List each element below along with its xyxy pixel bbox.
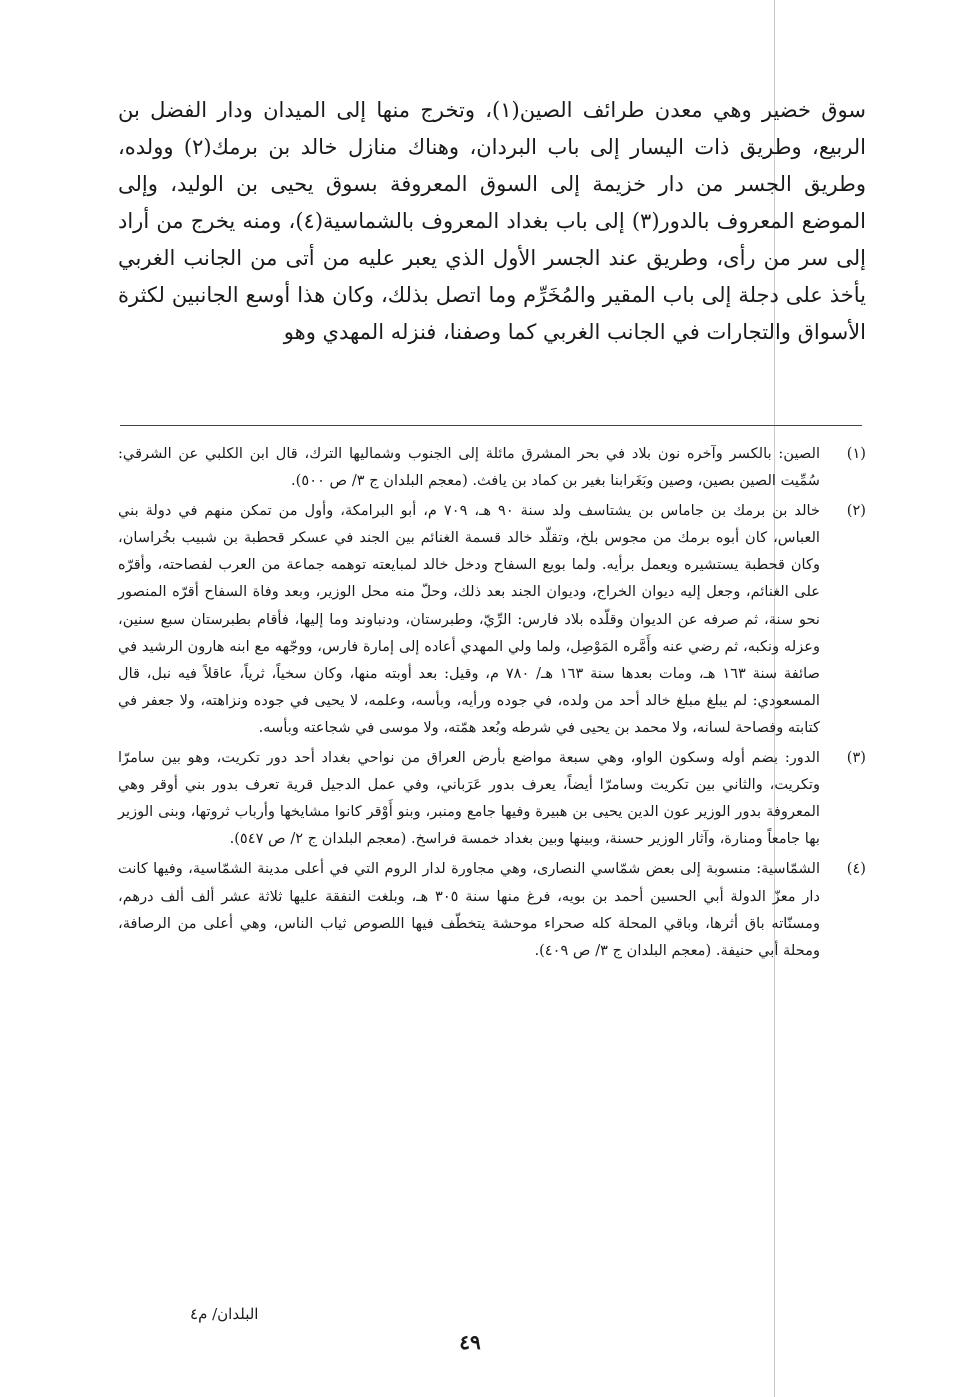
footnote-number: (٢) (846, 502, 866, 520)
footnote-number: (١) (846, 445, 866, 462)
footnote-2 (118, 497, 866, 741)
footnote-number: (٤) (846, 860, 866, 878)
footnote-4 (118, 855, 866, 963)
footnote-separator (120, 425, 862, 426)
footnote-number: (٣) (846, 749, 866, 767)
footnote-1 (118, 440, 866, 494)
footnote-3 (118, 744, 866, 852)
footnote-text: الدور: بضم أوله وسكون الواو، وهي سبعة مواضع بأرض العراق من نواحي بغداد أحد دور تكريت، وهو بين سامرّا وتكريت، والثاني بين تكريت وسامرّا أيضاً، يعرف بدور عَرَباني، وفي عمل الدجيل قرية تعرف بدور بني أوقر وهي المعروفة بدور الوزير عون الدين يحيى بن هبيرة وفيها جامع ومنبر، وبنو أَوْقر كانوا مشايخها وأرباب ثروتها، وبنى الوزير بها جامعاً ومنارة، وآثار الوزير حسنة، وبينها وبين بغداد خمسة فراسخ. (معجم البلدان ج ٢/ ص ٥٤٧). (118, 749, 820, 848)
main-paragraph: سوق خضير وهي معدن طرائف الصين(١)، وتخرج منها إلى الميدان ودار الفضل بن الربيع، وطريق ذات اليسار إلى باب البردان، وهناك منازل خالد بن برمك(٢) وولده، وطريق الجسر من دار خزيمة إلى السوق المعروفة بسوق يحيى بن الوليد، وإلى الموضع المعروف بالدور(٣) إلى باب بغداد المعروف بالشماسية(٤)، ومنه يخرج من أراد إلى سر من رأى، وطريق عند الجسر الأول الذي يعبر عليه من أتى من الجانب الغربي يأخذ على دجلة إلى باب المقير والمُخَرِّم وما اتصل بذلك، وكان هذا أوسع الجانبين لكثرة الأسواق والتجارات في الجانب الغربي كما وصفنا، فنزله المهدي وهو (118, 98, 867, 344)
main-text (118, 92, 866, 351)
footnote-text: الصين: بالكسر وآخره نون بلاد في بحر المشرق مائلة إلى الجنوب وشماليها الترك، قال ابن الكلبي عن الشرقي: سُمِّيت الصين بصين، وصين وبَغَرابنا بغير بن كماد بن يافث. (معجم البلدان ج ٣/ ص ٥٠٠). (118, 445, 820, 490)
footnotes (118, 440, 866, 967)
footnote-text: خالد بن برمك بن جاماس بن يشتاسف ولد سنة ٩٠ هـ، ٧٠٩ م، أبو البرامكة، وأول من تمكن منهم في دولة بني العباس، كان أبوه برمك من مجوس بلخ، وتقلّد خالد قسمة الغنائم بين الجند في عسكر قحطبة بن شبيب بخُراسان، وكان قحطبة يستشيره ويعمل برأيه. ولما بويع السفاح ودخل خالد لمبايعته توهمه جماعة من العرب لفصاحته، وأقرّه على الغنائم، وجعل إليه ديوان الخراج، وديوان الجند بعد ذلك، وحلّ منه محل الوزير، وبعد وفاة السفاح أقرّه المنصور نحو سنة، ثم صرفه عن الديوان وقلّده بلاد فارس: الرِّيّ، وطبرستان، ودنباوند وما إليها، فأقام بطبرستان سبع سنين، وعزله ونكبه، ثم رضي عنه وأَمَّره المَوْصِل، ولما ولي المهدي أعاده إلى إمارة فارس، ووجّهه مع ابنه هارون الرشيد في صائفة سنة ١٦٣ هـ، ومات بعدها سنة ١٦٣ هـ/ ٧٨٠ م، وقيل: بعد أوبته منها، وكان سخياً، ثرياً، عاقلاً فيه نبل، قال المسعودي: لم يبلغ مبلغ خالد أحد من ولده، في جوده ورأيه، وبأسه، وعلمه، لا يحيى في جوده ونزاهته، ولا جعفر في كتابته وفصاحة لسانه، ولا محمد بن يحيى في شرطه وبُعد همّته، ولا موسى في شجاعته وبأسه. (118, 502, 821, 736)
footnote-text: الشمّاسية: منسوبة إلى بعض شمّاسي النصارى، وهي مجاورة لدار الروم التي في أعلى مدينة الشمّاسية، وفيها كانت دار معزّ الدولة أبي الحسين أحمد بن بويه، فرغ منها سنة ٣٠٥ هـ، وبلغت النفقة عليها ثلاثة عشر ألف ألف درهم، ومسنّاته باق أثرها، وباقي المحلة كله صحراء موحشة يتخطّف فيها اللصوص ثياب الناس، وهي أعلى من الرصافة، ومحلة أبي حنيفة. (معجم البلدان ج ٣/ ص ٤٠٩). (118, 860, 820, 959)
page-number: ٤٩ (459, 1330, 481, 1354)
signature-mark: البلدان/ م٤ (190, 1305, 259, 1323)
